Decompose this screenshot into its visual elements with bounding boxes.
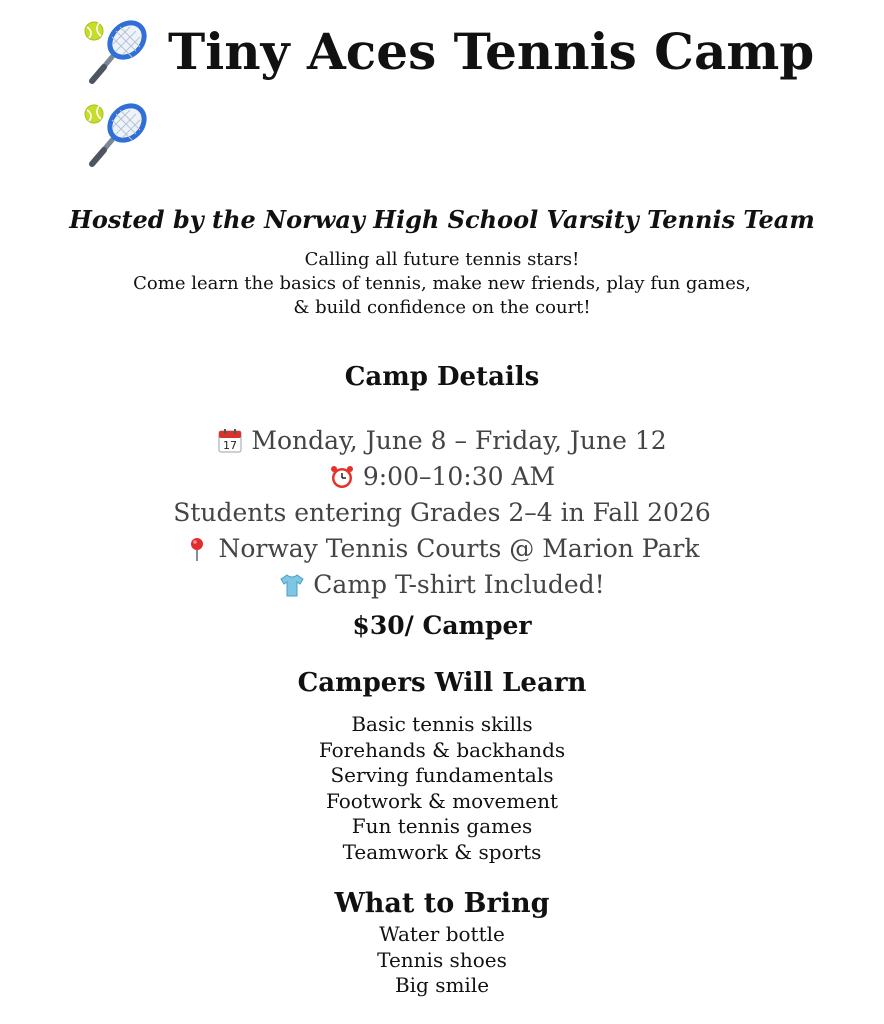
bring-list	[0, 922, 884, 999]
price-text: $30/ Camper	[352, 611, 532, 640]
camp-details-list	[0, 423, 884, 603]
time-text: 9:00–10:30 AM	[362, 462, 556, 491]
list-item: Footwork & movement	[325, 788, 559, 813]
hosted-by-subtitle: Hosted by the Norway High School Varsity Tennis Team	[69, 205, 815, 234]
location-row	[0, 531, 884, 567]
bring-heading: What to Bring	[334, 888, 550, 919]
shirt-row	[0, 567, 884, 603]
intro-line: Come learn the basics of tennis, make new friends, play fun games,	[133, 273, 751, 294]
list-item: Forehands & backhands	[318, 737, 566, 762]
grades-text: Students entering Grades 2–4 in Fall 2026	[173, 498, 711, 527]
list-item: Serving fundamentals	[330, 763, 554, 787]
alarm-clock-icon	[329, 464, 355, 490]
learn-heading: Campers Will Learn	[297, 668, 587, 698]
list-item: Basic tennis skills	[351, 712, 533, 736]
calendar-icon	[217, 428, 243, 454]
intro-text	[0, 248, 884, 320]
learn-list	[0, 712, 884, 865]
tennis-racket-ball-icon	[82, 100, 152, 170]
time-row	[0, 459, 884, 495]
svg-text:17: 17	[223, 439, 238, 452]
list-item: Teamwork & sports	[342, 839, 542, 864]
intro-line: Calling all future tennis stars!	[304, 249, 580, 270]
dates-text: Monday, June 8 – Friday, June 12	[251, 426, 667, 455]
shirt-text: Camp T-shirt Included!	[313, 570, 605, 599]
list-item: Big smile	[394, 973, 490, 997]
dates-row	[0, 423, 884, 459]
title-row	[82, 12, 862, 92]
list-item: Water bottle	[379, 922, 505, 946]
page-title: Tiny Aces Tennis Camp	[168, 22, 815, 81]
intro-line: & build confidence on the court!	[293, 297, 591, 318]
grades-row	[0, 495, 884, 531]
tshirt-icon	[279, 572, 305, 598]
tennis-racket-ball-icon	[82, 17, 152, 87]
location-text: Norway Tennis Courts @ Marion Park	[218, 534, 700, 563]
camp-details-heading: Camp Details	[344, 362, 540, 392]
list-item: Tennis shoes	[377, 947, 507, 972]
list-item: Fun tennis games	[351, 814, 533, 838]
pin-icon	[184, 536, 210, 562]
